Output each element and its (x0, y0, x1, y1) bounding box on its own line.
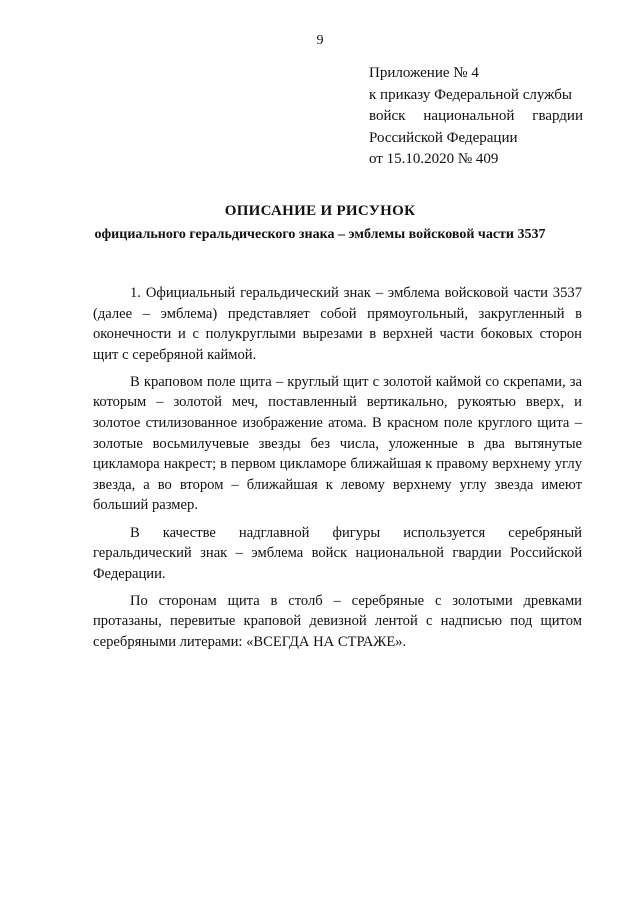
appendix-line-2: к приказу Федеральной службы (369, 86, 573, 103)
paragraph-4: По сторонам щита в столб – серебряные с золотыми древками протазаны, перевитые краповой девизной лентой с надписью под щитом серебряными литерами: «ВСЕГДА НА СТРАЖЕ». (93, 592, 582, 650)
appendix-line-3-word-1: войск (369, 108, 406, 125)
appendix-line-3-word-2: национальной (423, 108, 515, 125)
appendix-line-3 (369, 106, 583, 128)
paragraph-1: 1. Официальный геральдический знак – эмблема войсковой части 3537 (далее – эмблема) представляет собой прямоугольный, закругленный в оконечности и с полукруглыми вырезами в верхней части боковых сторон щит с серебряной каймой. (93, 285, 582, 363)
appendix-line-3-word-3: гвардии (532, 108, 583, 125)
paragraph-3: В качестве надглавной фигуры используется серебряный геральдический знак – эмблема войск национальной гвардии Российской Федерации. (93, 524, 582, 582)
appendix-line-5: от 15.10.2020 № 409 (369, 151, 499, 168)
page-number: 9 (316, 33, 324, 48)
document-subtitle: официального геральдического знака – эмблемы войсковой части 3537 (94, 227, 546, 242)
appendix-header (369, 63, 583, 171)
document-title: ОПИСАНИЕ И РИСУНОК (224, 203, 416, 219)
paragraph-2: В краповом поле щита – круглый щит с золотой каймой со скрепами, за которым – золотой меч, поставленный вертикально, рукоятью вверх, и золотое стилизованное изображение атома. В красном поле круглого щита – золотые восьмилучевые звезды без числа, уложенные в два вытянутые цикламора накрест; в первом цикламоре ближайшая к правому верхнему углу звезда, а во втором – ближайшая к левому верхнему углу звезда имеют больший размер. (93, 373, 582, 514)
document-body (93, 283, 582, 659)
appendix-line-4: Российской Федерации (369, 129, 518, 146)
appendix-line-1: Приложение № 4 (369, 65, 479, 81)
